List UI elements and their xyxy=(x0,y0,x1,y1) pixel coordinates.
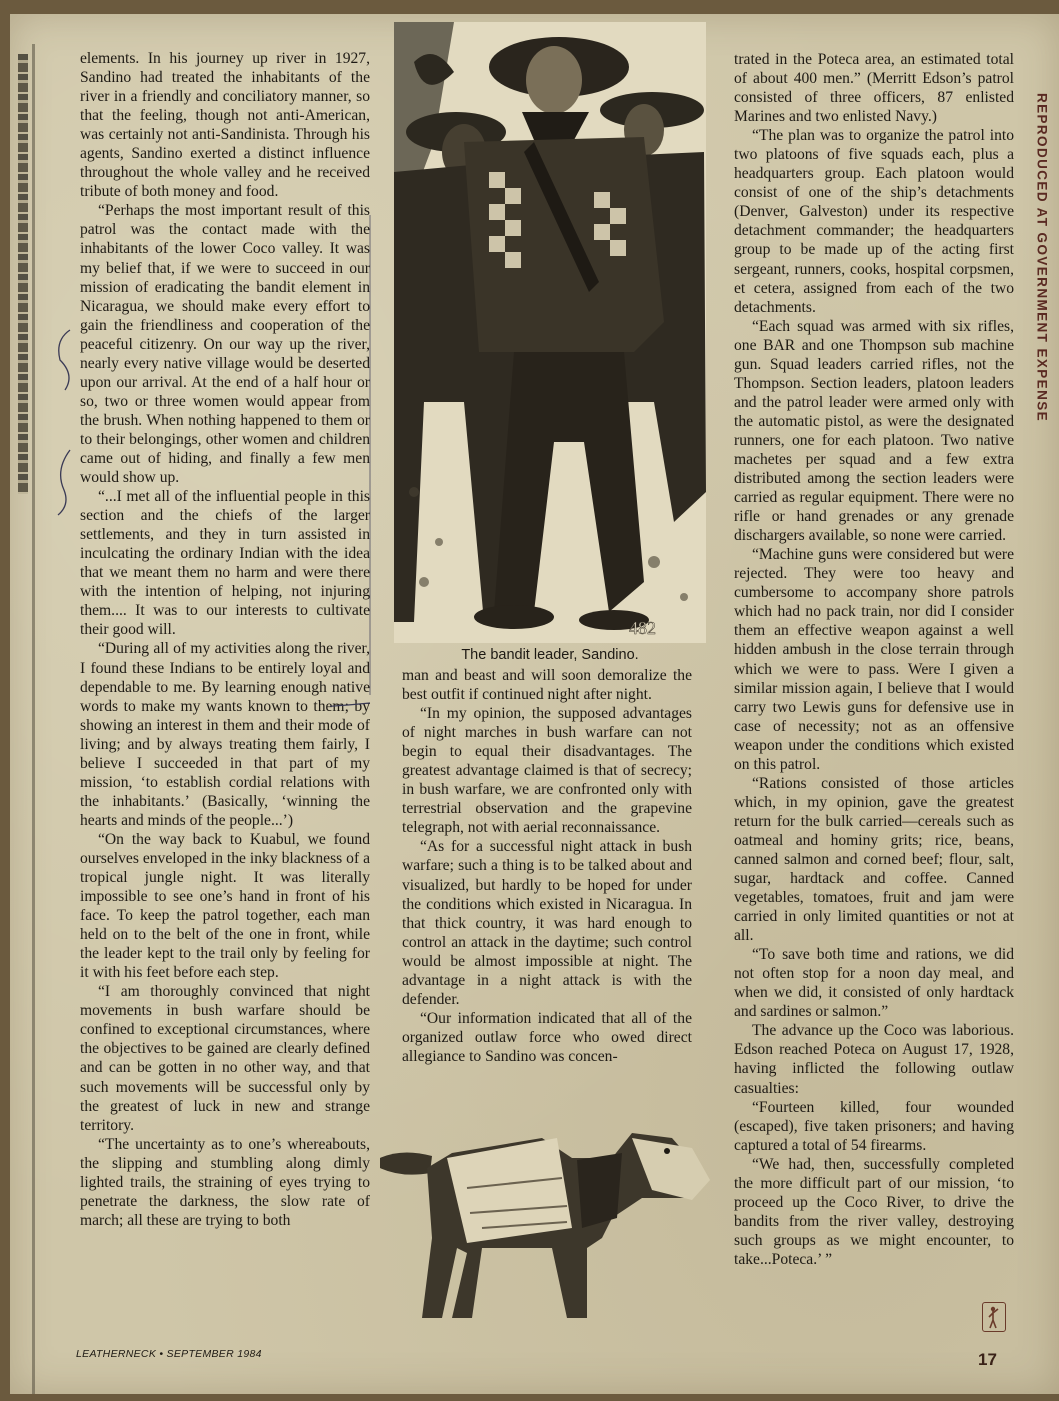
photo-caption: The bandit leader, Sandino. xyxy=(461,647,639,663)
article-column-middle xyxy=(402,666,692,1066)
binding-line xyxy=(32,44,35,1394)
paragraph: “The plan was to organize the patrol into two platoons of five squads each, plus a headquarters group. Each platoon would consist of one of the ship’s detachments (Denver, Galveston) under its respective detachment commander; the headquarters group to be made up of the acting first sergeant, runners, cooks, hospital corpsmen, et cetera, assigned from each of the two detachments. xyxy=(734,127,1014,316)
pack-mule-photo xyxy=(372,1118,714,1318)
paragraph: “To save both time and rations, we did not often stop for a noon day meal, and when we did, it consisted of only hardtack and sardines or salmon.” xyxy=(734,946,1014,1021)
photo-illustration xyxy=(394,22,706,643)
paragraph: “Each squad was armed with six rifles, one BAR and one Thompson sub machine gun. Squad leaders carried rifles, not the Thompson. Section leaders, platoon leaders and the patrol leader were armed only with the automatic pistol, as were the designated runners, one for each platoon. Two native machetes per squad and a few extra distributed among the section leaders were carried as regular equipment. There were no rifle or hand grenades or any grenade dischargers available, so none were carried. xyxy=(734,317,1014,545)
paragraph: man and beast and will soon demoralize the best outfit if continued night after night. xyxy=(402,667,692,704)
page-number: 17 xyxy=(978,1350,997,1369)
paragraph: trated in the Poteca area, an estimated total of about 400 men.” (Merritt Edson’s patrol consisted of three officers, 87 enlisted Marines and two enlisted Navy.) xyxy=(734,51,1014,126)
publication-footer: LEATHERNECK • SEPTEMBER 1984 xyxy=(76,1348,262,1360)
paragraph: elements. In his journey up river in 1927, Sandino had treated the inhabitants of the river in a friendly and conciliatory manner, so that the feeling, though not anti-American, was certainly not anti-Sandinista. Through his agents, Sandino exerted a distinct influence throughout the whole valley and he received tribute of both money and food. xyxy=(80,50,370,201)
paragraph: “Our information indicated that all of the organized outlaw force who owed direct allegiance to Sandino was concen- xyxy=(402,1009,692,1065)
reproduction-stamp xyxy=(1032,60,1052,460)
paragraph: “Perhaps the most important result of this patrol was the contact made with the inhabitants of the lower Coco valley. It was my belief that, if we were to succeed in our mission of eradicating the bandit element in Nicaragua, we should make every effort to gain the friendliness and cooperation of the peaceful citizenry. On our way up the river, nearly every native village would be deserted upon our arrival. At the end of a half hour or so, two or three women would appear from the brush. When nothing happened to them or to their belongings, other women and children came out of hiding, and finally a few men would show up. xyxy=(80,202,370,487)
end-of-article-icon xyxy=(982,1302,1006,1332)
paragraph: The advance up the Coco was laborious. Edson reached Poteca on August 17, 1928, having inflicted the following outlaw casualties: xyxy=(734,1022,1014,1097)
sandino-photo xyxy=(394,22,706,643)
article-column-left xyxy=(80,49,370,1230)
stamp-text: REPRODUCED AT GOVERNMENT EXPENSE xyxy=(1034,92,1050,423)
paragraph: “Rations consisted of those articles which, in my opinion, gave the greatest return for the bulk carried—cereals such as oatmeal and hominy grits; rice, beans, canned salmon and corned beef; flour, salt, sugar, hardtack and coffee. Canned vegetables, tomatoes, fruit and jam were carried in only limited quantities or not at all. xyxy=(734,774,1014,945)
paragraph: “On the way back to Kuabul, we found ourselves enveloped in the inky blackness of a tropical jungle night. It was literally impossible to see one’s hand in front of his face. To keep the patrol together, each man held on to the belt of the one in front, while the leader kept to the trail only by feeling for it with his feet before each step. xyxy=(80,830,370,982)
photo-number: 482 xyxy=(629,618,656,638)
marine-figure-icon xyxy=(983,1303,1005,1331)
paragraph: “The uncertainty as to one’s whereabouts, the slipping and stumbling along dimly lighted trails, the straining of eyes trying to penetrate the darkness, the slow rate of march; all these are trying to both xyxy=(80,1135,370,1229)
paragraph: “Fourteen killed, four wounded (escaped), five taken prisoners; and having captured a total of 54 firearms. xyxy=(734,1098,1014,1154)
paragraph: “...I met all of the influential people in this section and the chiefs of the larger settlements, and they in turn assisted in inculcating the ordinary Indian with the idea that we meant them no harm and were there with the intention of helping, not injuring them.... It was to our interests to cultivate their good will. xyxy=(80,488,370,639)
paragraph: “We had, then, successfully completed the more difficult part of our mission, ‘to proceed up the Coco River, to drive the bandits from the river valley, destroying such groups as we might encounter, to take...Poteca.’ ” xyxy=(734,1155,1014,1268)
paragraph: “I am thoroughly convinced that night movements in bush warfare should be confined to exceptional circumstances, where the objectives to be gained are clearly defined and can be gotten in no other way, and that such movements will be successful only by the greatest of luck in new and strange territory. xyxy=(80,983,370,1134)
article-column-right xyxy=(734,50,1014,1269)
paragraph: “Machine guns were considered but were rejected. They were too heavy and cumbersome to accompany shore patrols which had no pack train, nor did I consider them an effective weapon against a well hidden ambush in the close terrain through which we were to pass. Were I given a similar mission again, I believe that I would carry two Lewis guns for defensive use in case of necessity; not as an offensive weapon under the conditions which existed on this patrol. xyxy=(734,546,1014,773)
binding-edge xyxy=(18,54,28,494)
paragraph: “As for a successful night attack in bush warfare; such a thing is to be talked about and visualized, but hardly to be hoped for under the conditions which existed in Nicaragua. In that thick country, it was hard enough to control an attack in the daytime; such control would be almost impossible at night. The advantage in a night attack is with the defender. xyxy=(402,838,692,1008)
paragraph: “During all of my activities along the river, I found these Indians to be entirely loyal and dependable to me. By learning enough native words to make my wants known to them; by showing an interest in them and their mode of living; and by always treating them fairly, I believe I succeeded in that part of my mission, ‘to establish cordial relations with the inhabitants.’ (Basically, ‘winning the hearts and minds of the people...’) xyxy=(80,640,370,829)
paragraph: “In my opinion, the supposed advantages of night marches in bush warfare can not begin to equal their disadvantages. The greatest advantage claimed is that of secrecy; in bush warfare, we are confronted only with terrestrial observation and the grapevine telegraph, not with aerial reconnaissance. xyxy=(402,705,692,837)
